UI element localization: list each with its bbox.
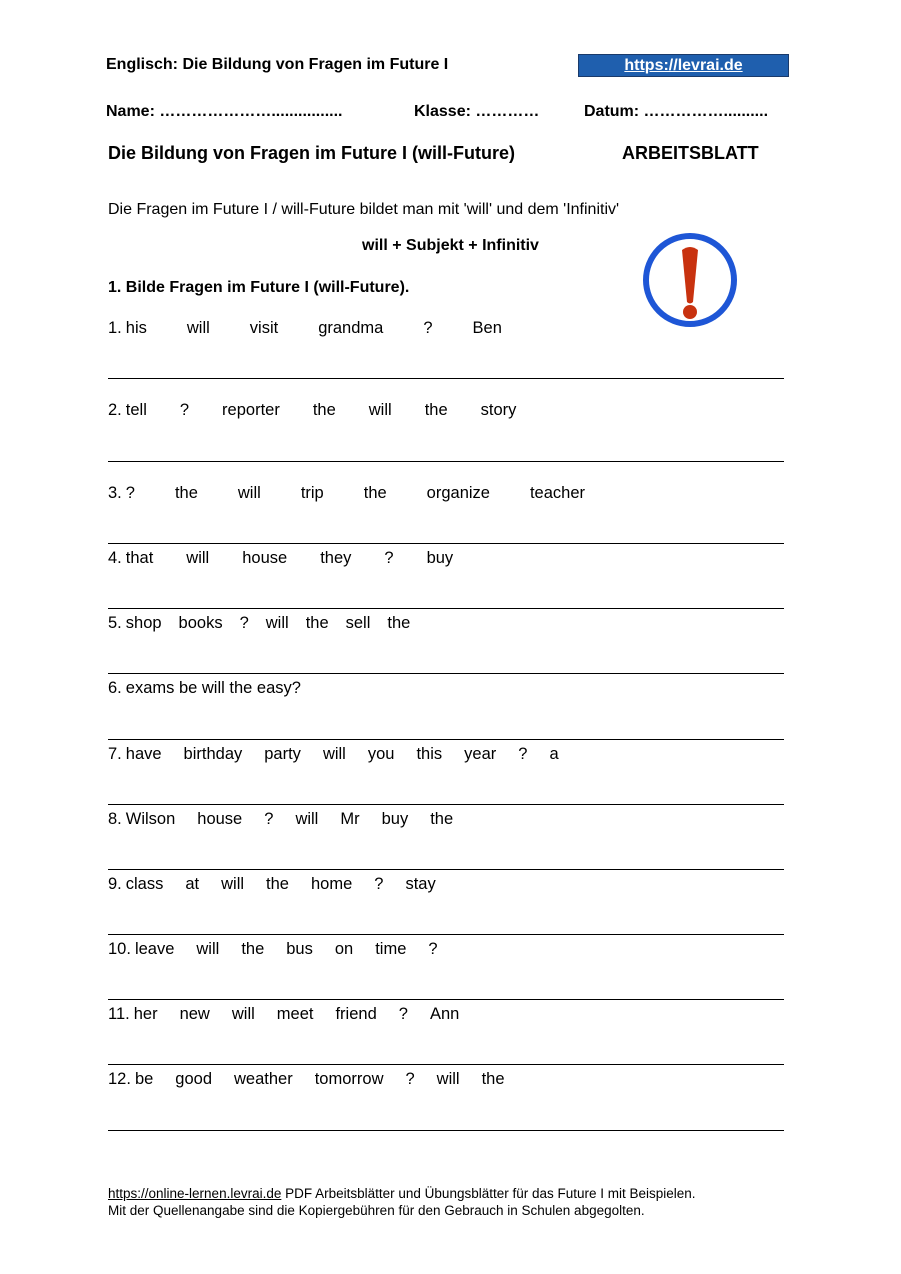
exercise-word: home [310, 875, 353, 893]
class-field: Klasse: ………… [414, 103, 540, 120]
task-heading: 1. Bilde Fragen im Future I (will-Future). [108, 279, 410, 296]
answer-line[interactable] [108, 378, 784, 379]
exercise-word: will [436, 1070, 460, 1088]
exercise-word: the [312, 401, 336, 419]
answer-line[interactable] [108, 1064, 784, 1065]
exercise-number: 5. [108, 614, 122, 632]
exercise-number: 2. [108, 401, 122, 419]
exercise-prompt [108, 745, 581, 764]
exercise-number: 1. [108, 319, 122, 337]
exercise-number: 8. [108, 810, 122, 828]
exercise-word: this [416, 745, 443, 763]
exercise-word: time [375, 940, 407, 958]
exercise-word: will [196, 940, 220, 958]
exercise-word: her [133, 1005, 158, 1023]
exercise-word: will [295, 810, 319, 828]
exercise-word: will [221, 875, 245, 893]
worksheet-title: Die Bildung von Fragen im Future I (will-Future) [108, 143, 515, 163]
exercise-word: sell [345, 614, 371, 632]
exercise-word: house [197, 810, 243, 828]
date-field: Datum: …………….......... [584, 103, 769, 120]
answer-line[interactable] [108, 869, 784, 870]
exercise-word: ? [398, 1005, 408, 1023]
exercise-word: will [368, 401, 392, 419]
exercise-word: ? [264, 810, 274, 828]
formula-text: will + Subjekt + Infinitiv [362, 237, 539, 254]
exercise-word: tell [125, 401, 147, 419]
exercise-word: be [134, 1070, 154, 1088]
exercise-word: ? [125, 484, 135, 502]
exercise-prompt [108, 679, 301, 698]
exercise-word: the [430, 810, 454, 828]
exercise-word: have [125, 745, 162, 763]
exercise-word: will [237, 484, 261, 502]
exercise-number: 6. [108, 679, 122, 697]
exercise-word: ? [374, 875, 384, 893]
exercise-prompt [108, 1005, 481, 1024]
exercise-word: weather [234, 1070, 293, 1088]
exercise-word: ? [428, 940, 438, 958]
exercise-word: leave [134, 940, 175, 958]
exercise-word: the [305, 614, 329, 632]
exercise-word: that [125, 549, 154, 567]
exercise-word: books [178, 614, 223, 632]
exercise-word: a [549, 745, 559, 763]
exercise-word: meet [276, 1005, 314, 1023]
exercise-word: Wilson [125, 810, 176, 828]
answer-line[interactable] [108, 608, 784, 609]
exercise-word: Ann [429, 1005, 460, 1023]
exercise-word: Ben [472, 319, 502, 337]
exercise-word: birthday [183, 745, 243, 763]
exercise-word: ? [384, 549, 394, 567]
exercise-word: friend [335, 1005, 377, 1023]
exercise-word: on [334, 940, 354, 958]
exercise-word: ? [239, 614, 249, 632]
answer-line[interactable] [108, 673, 784, 674]
footer-text-2: Mit der Quellenangabe sind die Kopiergebühren für den Gebrauch in Schulen abgegolten. [108, 1203, 645, 1218]
exercise-word: visit [249, 319, 279, 337]
exercise-word: shop [125, 614, 162, 632]
answer-line[interactable] [108, 739, 784, 740]
exercise-word: tomorrow [314, 1070, 384, 1088]
exercise-word: the [481, 1070, 505, 1088]
exercise-number: 7. [108, 745, 122, 763]
exercise-prompt [108, 875, 458, 894]
exercise-word: ? [179, 401, 190, 419]
exercise-prompt [108, 614, 427, 633]
answer-line[interactable] [108, 804, 784, 805]
exercise-number: 3. [108, 484, 122, 502]
exercise-word: buy [426, 549, 454, 567]
exercise-word: will [322, 745, 346, 763]
exercise-word: class [125, 875, 164, 893]
exercise-word: year [464, 745, 497, 763]
exercise-word: ? [518, 745, 528, 763]
exercise-prompt [108, 549, 486, 568]
header-link[interactable]: https://levrai.de [578, 54, 789, 77]
exercise-prompt [108, 940, 460, 959]
exercise-word: will [265, 614, 289, 632]
answer-line[interactable] [108, 461, 784, 462]
exercise-number: 11. [108, 1005, 130, 1023]
exercise-word: the [363, 484, 387, 502]
worksheet-label: ARBEITSBLATT [622, 143, 759, 163]
exercise-word: will [186, 319, 210, 337]
exercise-number: 12. [108, 1070, 131, 1088]
exercise-word: new [179, 1005, 210, 1023]
exercise-word: story [480, 401, 517, 419]
exercise-word: the [424, 401, 448, 419]
exercise-word: the [241, 940, 265, 958]
exercise-word: the [266, 875, 289, 893]
exercise-number: 10. [108, 940, 131, 958]
exercise-prompt [108, 484, 625, 503]
exercise-word: exams be will the easy? [125, 679, 301, 697]
answer-line[interactable] [108, 543, 784, 544]
answer-line[interactable] [108, 1130, 784, 1131]
exercise-word: his [125, 319, 147, 337]
exercise-word: buy [381, 810, 409, 828]
exercise-word: ? [423, 319, 433, 337]
exercise-word: teacher [529, 484, 586, 502]
exercise-word: at [185, 875, 200, 893]
exercise-word: bus [286, 940, 313, 958]
exercise-word: trip [300, 484, 324, 502]
exercise-prompt [108, 401, 549, 420]
exercise-word: you [367, 745, 395, 763]
exercise-word: the [387, 614, 411, 632]
footer [108, 1185, 696, 1219]
exercise-word: ? [405, 1070, 415, 1088]
header-title: Englisch: Die Bildung von Fragen im Future I [106, 56, 449, 73]
exercise-word: good [175, 1070, 213, 1088]
exercise-word: house [242, 549, 288, 567]
exercise-word: grandma [318, 319, 384, 337]
exercise-word: will [231, 1005, 255, 1023]
footer-link[interactable]: https://online-lernen.levrai.de [108, 1186, 282, 1201]
exercise-number: 4. [108, 549, 122, 567]
exercise-word: will [186, 549, 210, 567]
exercise-word: stay [405, 875, 436, 893]
exercise-word: party [264, 745, 301, 763]
exercise-word: organize [426, 484, 490, 502]
exercise-word: they [320, 549, 352, 567]
footer-text-1: PDF Arbeitsblätter und Übungsblätter für das Future I mit Beispielen. [281, 1186, 696, 1201]
exercise-word: the [174, 484, 198, 502]
intro-text: Die Fragen im Future I / will-Future bildet man mit 'will' und dem 'Infinitiv' [108, 201, 620, 218]
exercise-prompt [108, 1070, 527, 1089]
answer-line[interactable] [108, 999, 784, 1000]
exercise-prompt [108, 810, 475, 829]
exercise-word: reporter [222, 401, 280, 419]
name-field: Name: …………………................ [106, 103, 343, 120]
answer-line[interactable] [108, 934, 784, 935]
exercise-number: 9. [108, 875, 122, 893]
exercise-prompt [108, 319, 542, 338]
exclamation-warning-icon [638, 228, 742, 332]
exercise-word: Mr [340, 810, 360, 828]
